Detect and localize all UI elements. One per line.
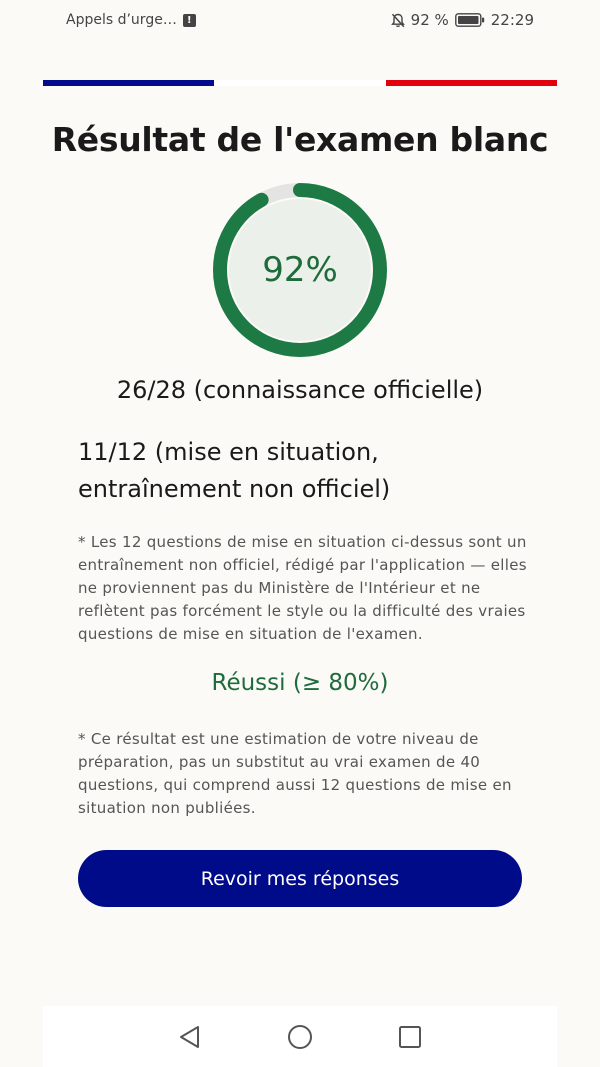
navigation-bar [43, 1006, 557, 1067]
page-title: Résultat de l'examen blanc [51, 120, 549, 159]
pass-status: Réussi (≥ 80%) [211, 670, 389, 696]
estimate-disclaimer: * Ce résultat est une estimation de votre niveau de préparation, pas un substitut au vrai examen de 40 questions, qui comprend aussi 12 questions de mise en situation non publiées. [78, 730, 512, 817]
alert-icon: ! [183, 14, 196, 27]
battery-percent: 92 % [410, 11, 449, 29]
flag-white-stripe [214, 80, 385, 86]
official-score: 26/28 (connaissance officielle) [116, 376, 484, 404]
situation-disclaimer: * Les 12 questions de mise en situation ci-dessus sont un entraînement non officiel, rédigé par l'application — elles ne proviennent pas du Ministère de l'Intérieur et ne reflètent pas forcément le style ou la difficulté des vraies questions de mise en situation de l'examen. [78, 533, 527, 643]
back-icon[interactable] [177, 1024, 203, 1050]
score-percent: 92% [262, 250, 338, 290]
situation-score [78, 434, 538, 508]
carrier-text: Appels d’urge… [66, 12, 177, 28]
french-flag-bar [43, 80, 557, 86]
status-bar [0, 0, 600, 40]
situation-score-line2: entraînement non officiel) [78, 475, 391, 503]
clock: 22:29 [490, 11, 534, 29]
battery-icon [455, 13, 485, 27]
home-icon[interactable] [287, 1024, 313, 1050]
review-answers-button[interactable]: Revoir mes réponses [78, 850, 522, 907]
status-right [391, 11, 534, 29]
status-left [66, 12, 196, 28]
bell-muted-icon [391, 13, 405, 28]
score-ring [212, 182, 388, 358]
flag-red-stripe [386, 80, 557, 86]
situation-score-line1: 11/12 (mise en situation, [78, 438, 379, 466]
recent-apps-icon[interactable] [397, 1024, 423, 1050]
flag-blue-stripe [43, 80, 214, 86]
